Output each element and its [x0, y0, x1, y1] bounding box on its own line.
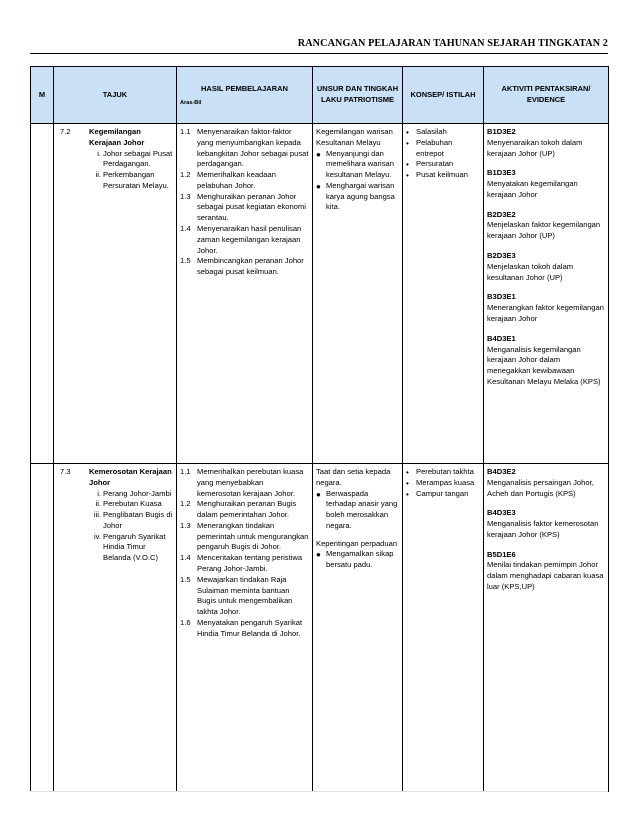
evidence-block [487, 210, 605, 242]
cell-konsep [403, 464, 484, 792]
konsep-item [406, 127, 480, 138]
cell-unsur [313, 464, 403, 792]
cell-aktiviti [484, 464, 609, 792]
unsur-points-2 [316, 549, 399, 571]
outcome-item [180, 224, 309, 256]
outcome-number: 1.3 [180, 191, 191, 201]
evidence-text: Menyatakan kegemilangan kerajaan Johor [487, 179, 578, 199]
unsur-point [316, 181, 399, 213]
column-header-tajuk: TAJUK [54, 67, 177, 124]
table-row [31, 124, 609, 464]
outcome-item [180, 170, 309, 192]
outcome-text: Mewajarkan tindakan Raja Sulaiman meminta bantuan Bugis untuk mengembalikan takhta Johor. [197, 574, 293, 617]
table-header-row [31, 67, 609, 124]
konsep-text: Persuratan [416, 159, 454, 169]
topic-title: Kemerosotan Kerajaan Johor [89, 467, 172, 487]
unsur-intro: Kegemilangan warisan Kesultanan Melayu [316, 127, 393, 147]
outcome-list [180, 127, 309, 278]
evidence-code: B4D3E3 [487, 508, 516, 518]
evidence-code: B3D3E1 [487, 292, 516, 302]
evidence-block [487, 508, 605, 540]
cell-m [31, 124, 54, 464]
spacer [316, 532, 399, 539]
subtopic-item [89, 532, 173, 564]
evidence-code: B4D3E1 [487, 333, 516, 343]
evidence-text: Menilai tindakan pemimpin Johor dalam menghadapi cabaran kuasa luar (KPS,UP) [487, 560, 604, 592]
outcome-item [180, 521, 309, 553]
evidence-code: B2D3E3 [487, 251, 516, 261]
cell-tajuk [54, 464, 177, 792]
unsur-point-text: Menyanjungi dan memelihara warisan kesultanan Melayu. [326, 148, 394, 180]
cell-unsur [313, 124, 403, 464]
column-header-hasil [177, 67, 313, 124]
topic-code: 7.2 [60, 127, 71, 136]
unsur-point-text: Menghargai warisan karya agung bangsa kita. [326, 180, 395, 212]
evidence-block [487, 127, 605, 159]
unsur-point-text: Berwaspada terhadap anasir yang boleh merosakkan negara. [326, 488, 398, 530]
bullet-icon: ● [316, 149, 321, 159]
unsur-point [316, 549, 399, 571]
evidence-text: Menjelaskan faktor kegemilangan kerajaan Johor (UP) [487, 220, 601, 241]
bullet-icon: • [406, 468, 409, 477]
unsur-point [316, 149, 399, 181]
evidence-block [487, 550, 605, 593]
outcome-number: 1.6 [180, 617, 191, 627]
outcome-text: Memerihalkan perebutan kuasa yang menyebabkan kemerosotan kerajaan Johor. [197, 467, 304, 498]
konsep-list [406, 127, 480, 181]
konsep-text: Perebutan takhta [416, 467, 474, 476]
subtopic-text: Johor sebagai Pusat Perdagangan. [103, 148, 173, 169]
evidence-code: B2D3E2 [487, 209, 516, 219]
outcome-item [180, 127, 309, 170]
bullet-icon: • [406, 138, 409, 148]
konsep-text: Pusat keilmuan [416, 170, 468, 180]
outcome-number: 1.2 [180, 499, 191, 509]
evidence-text: Menganalisis kegemilangan kerajaan Johor dalam menegakkan kewibawaan Kesultanan Melayu Melaka (KPS) [487, 344, 601, 386]
konsep-text: Salasilah [416, 127, 447, 136]
subtopic-marker: iv. [93, 531, 101, 541]
unsur-point-text: Mengamalkan sikap bersatu padu. [326, 549, 394, 570]
subtopic-marker: iii. [93, 510, 101, 520]
outcome-number: 1.4 [180, 224, 191, 234]
cell-konsep [403, 124, 484, 464]
outcome-item [180, 575, 309, 618]
subtopic-marker: i. [97, 488, 101, 498]
tajuk-wrap [57, 127, 173, 192]
outcome-item [180, 467, 309, 499]
konsep-item [406, 467, 480, 478]
cell-aktiviti [484, 124, 609, 464]
unsur-intro: Taat dan setia kepada negara. [316, 467, 391, 487]
evidence-code: B4D3E2 [487, 467, 516, 476]
cell-tajuk [54, 124, 177, 464]
subtopic-item [89, 510, 173, 532]
outcome-text: Memerihalkan keadaan pelabuhan Johor. [197, 170, 276, 190]
footer-divider [30, 791, 608, 792]
outcome-number: 1.1 [180, 127, 191, 136]
evidence-code: B1D3E2 [487, 127, 516, 136]
subtopic-text: Pengaruh Syarikat Hindia Timur Belanda (V.O.C) [103, 531, 166, 563]
bullet-icon: ● [316, 489, 321, 499]
konsep-item [406, 489, 480, 500]
column-header-konsep: KONSEP/ ISTILAH [403, 67, 484, 124]
cell-hasil [177, 464, 313, 792]
konsep-item [406, 170, 480, 181]
subtopic-text: Perkembangan Persuratan Melayu. [103, 170, 169, 190]
header-divider [30, 53, 608, 54]
subtopic-text: Perang Johor-Jambi [103, 488, 172, 498]
lesson-plan-table [30, 66, 609, 792]
table-body [31, 124, 609, 792]
outcome-text: Menyenaraikan hasil penulisan zaman kegemilangan kerajaan Johor. [197, 224, 302, 255]
evidence-block [487, 168, 605, 200]
evidence-block [487, 467, 605, 499]
evidence-block [487, 334, 605, 388]
konsep-list [406, 467, 480, 499]
subtopic-list [89, 489, 173, 564]
evidence-text: Menganalisis persaingan Johor, Acheh dan Portugis (KPS) [487, 477, 594, 498]
column-header-unsur: UNSUR DAN TINGKAH LAKU PATRIOTISME [313, 67, 403, 124]
bullet-icon: ● [316, 181, 321, 191]
bullet-icon: • [406, 128, 409, 137]
outcome-number: 1.4 [180, 553, 191, 563]
subtopic-item [89, 170, 173, 192]
cell-m [31, 464, 54, 792]
subtopic-item [89, 499, 173, 510]
column-header-hasil-sub: Aras-Bil [180, 100, 202, 107]
konsep-text: Campur tangan [416, 488, 469, 498]
bullet-icon: • [406, 171, 409, 181]
evidence-text: Menganalisis faktor kemerosotan kerajaan Johor (KPS) [487, 519, 599, 539]
outcome-text: Menghuraikan peranan Bugis dalam pemerintahan Johor. [197, 499, 297, 520]
outcome-text: Menghuraikan peranan Johor sebagai pusat kegiatan ekonomi serantau. [197, 191, 306, 223]
outcome-item [180, 192, 309, 224]
subtopic-marker: ii. [95, 170, 101, 180]
subtopic-marker: ii. [95, 499, 101, 509]
topic-code: 7.3 [60, 467, 71, 476]
konsep-text: Pelabuhan entrepot [416, 137, 453, 158]
outcome-number: 1.5 [180, 256, 191, 266]
outcome-text: Menceritakan tentang peristiwa Perang Johor-Jambi. [197, 553, 303, 574]
outcome-item [180, 256, 309, 278]
outcome-number: 1.2 [180, 170, 191, 180]
outcome-list [180, 467, 309, 640]
evidence-text: Menjelaskan tokoh dalam kesultanan Johor (UP) [487, 261, 574, 282]
outcome-item [180, 499, 309, 521]
outcome-number: 1.1 [180, 467, 191, 476]
subtopic-list [89, 149, 173, 192]
konsep-text: Merampas kuasa [416, 477, 475, 487]
subtopic-item [89, 489, 173, 500]
outcome-number: 1.5 [180, 574, 191, 584]
evidence-block [487, 251, 605, 283]
outcome-text: Menerangkan tindakan pemerintah untuk mengurangkan pengaruh Bugis di Johor. [197, 520, 309, 552]
konsep-item [406, 478, 480, 489]
unsur-points [316, 149, 399, 214]
page-header-title: RANCANGAN PELAJARAN TAHUNAN SEJARAH TINGKATAN 2 [297, 38, 608, 49]
subtopic-text: Penglibatan Bugis di Johor [103, 510, 173, 530]
outcome-text: Menyenaraikan faktor-faktor yang menyumbangkan kepada kebangkitan Johor sebagai pusat perdagangan. [197, 127, 309, 169]
unsur-points [316, 489, 399, 532]
column-header-m: M [31, 67, 54, 124]
subtopic-marker: i. [97, 148, 101, 158]
bullet-icon: • [406, 478, 409, 488]
konsep-item [406, 159, 480, 170]
column-header-aktiviti: AKTIVITI PENTAKSIRAN/ EVIDENCE [484, 67, 609, 124]
unsur-intro-2: Kepentingan perpaduan [316, 538, 398, 548]
topic-title: Kegemilangan Kerajaan Johor [89, 127, 145, 147]
bullet-icon: • [406, 489, 409, 499]
bullet-icon: ● [316, 550, 321, 560]
evidence-text: Menerangkan faktor kegemilangan kerajaan Johor [487, 303, 604, 323]
column-header-hasil-title: HASIL PEMBELAJARAN [201, 83, 288, 93]
bullet-icon: • [406, 160, 409, 170]
cell-hasil [177, 124, 313, 464]
outcome-text: Menyatakan pengaruh Syarikat Hindia Timur Belanda di Johor. [197, 617, 303, 638]
unsur-point [316, 489, 399, 532]
evidence-code: B5D1E6 [487, 549, 516, 559]
outcome-text: Membincangkan peranan Johor sebagai pusat keilmuan. [197, 256, 304, 277]
outcome-number: 1.3 [180, 520, 191, 530]
outcome-item [180, 553, 309, 575]
tajuk-wrap [57, 467, 173, 564]
evidence-code: B1D3E3 [487, 168, 516, 178]
table-row [31, 464, 609, 792]
evidence-block [487, 292, 605, 324]
konsep-item [406, 138, 480, 160]
outcome-item [180, 618, 309, 640]
subtopic-item [89, 149, 173, 171]
evidence-text: Menyenaraikan tokoh dalam kerajaan Johor (UP) [487, 137, 583, 158]
subtopic-text: Perebutan Kuasa [103, 499, 162, 509]
